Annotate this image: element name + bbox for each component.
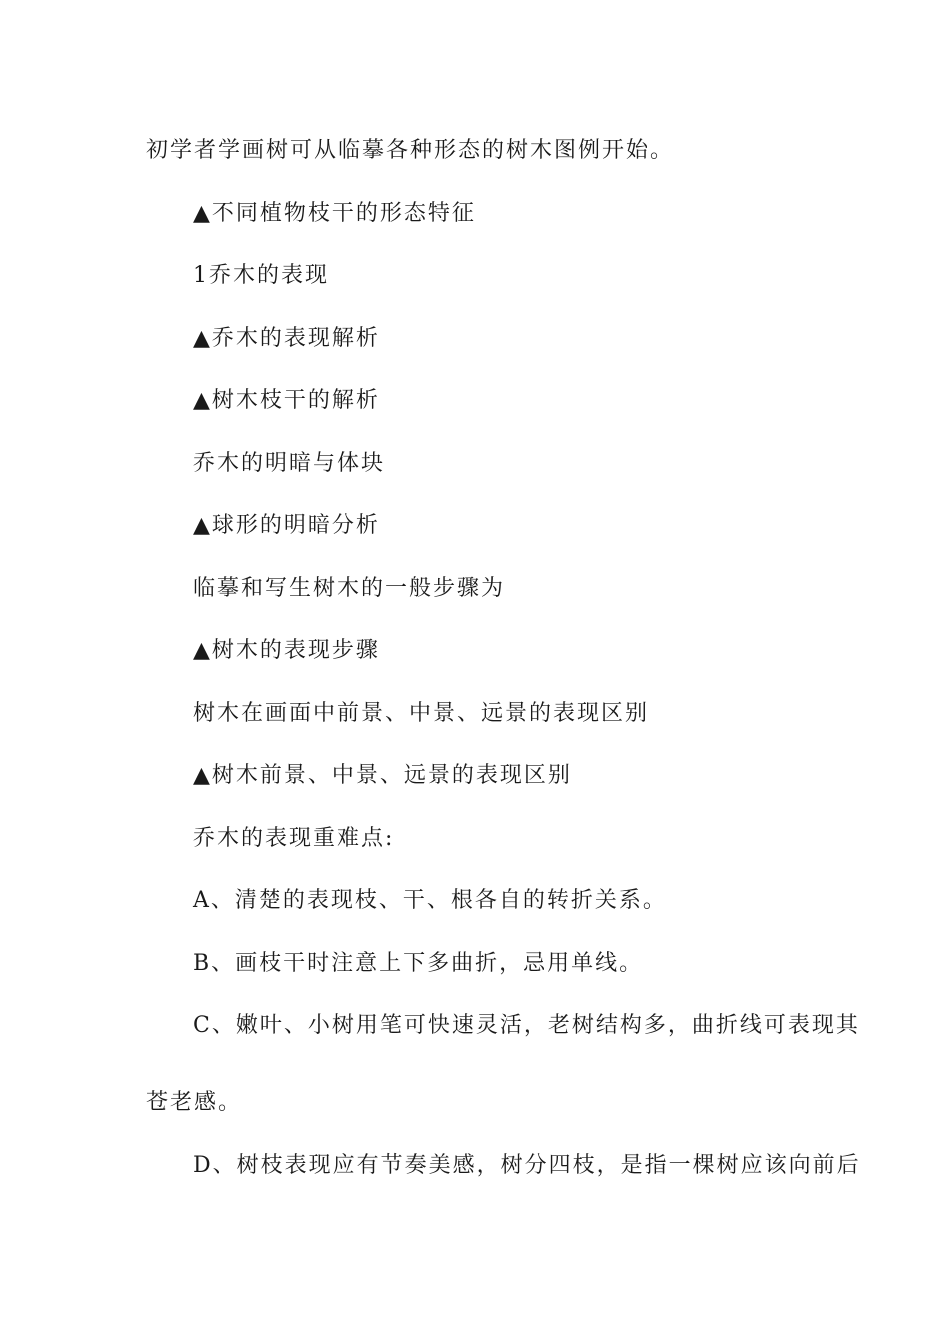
caption-branch-features: ▲不同植物枝干的形态特征 — [193, 201, 476, 226]
caption-drawing-steps: ▲树木的表现步骤 — [193, 638, 380, 663]
paragraph-light-volume: 乔木的明暗与体块 — [193, 451, 386, 476]
caption-depth-difference: ▲树木前景、中景、远景的表现区别 — [193, 763, 572, 788]
section-heading-arbor: 1乔木的表现 — [193, 263, 329, 288]
paragraph-intro: 初学者学画树可从临摹各种形态的树木图例开始。 — [146, 138, 675, 163]
paragraph-key-points: 乔木的表现重难点: — [193, 826, 395, 851]
caption-branch-analysis: ▲树木枝干的解析 — [193, 388, 380, 413]
list-item-c: C、嫩叶、小树用笔可快速灵活，老树结构多，曲折线可表现其 — [193, 1013, 860, 1038]
caption-arbor-analysis: ▲乔木的表现解析 — [193, 326, 380, 351]
paragraph-general-steps: 临摹和写生树木的一般步骤为 — [193, 576, 506, 601]
paragraph-depth-difference: 树木在画面中前景、中景、远景的表现区别 — [193, 701, 650, 726]
list-item-b: B、画枝干时注意上下多曲折，忌用单线。 — [193, 951, 644, 976]
list-item-d: D、树枝表现应有节奏美感，树分四枝，是指一棵树应该向前后 — [193, 1153, 861, 1178]
list-item-a: A、清楚的表现枝、干、根各自的转折关系。 — [193, 888, 667, 913]
list-item-c-continued: 苍老感。 — [146, 1090, 243, 1115]
caption-sphere-shading: ▲球形的明暗分析 — [193, 513, 380, 538]
